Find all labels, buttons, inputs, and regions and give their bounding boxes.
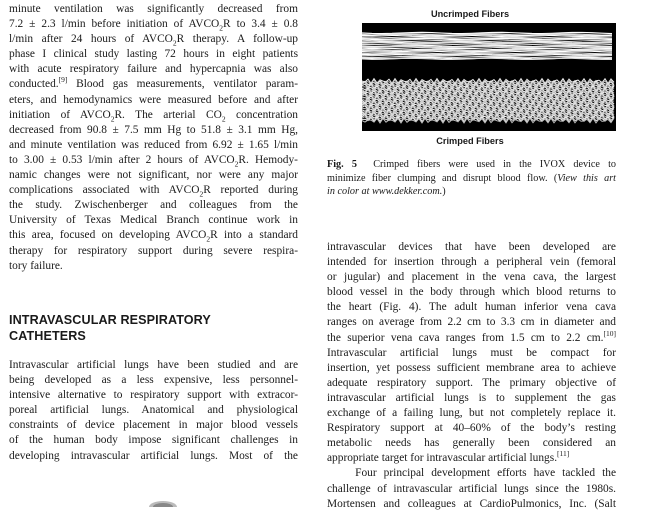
text-line: metabolic needs has generally been considered an bbox=[327, 437, 616, 450]
text-line: minute ventilation was significantly decreased from bbox=[9, 3, 298, 15]
text-line: l/min after 24 hours of $AVCO_2R$ therapy. A follow-up bbox=[9, 33, 298, 48]
text-line: intended for insertion through a peripheral vein (femoral bbox=[327, 256, 616, 269]
text-line: developing intravascular artificial lungs. Most of the bbox=[9, 449, 298, 462]
figure-caption bbox=[327, 158, 616, 199]
text-line: appropriate target for intravascular artificial lungs.[11] bbox=[327, 449, 570, 465]
text-line: Intravascular artificial lungs have been studied and are bbox=[9, 359, 298, 371]
figure-number-label: Fig. 5 bbox=[327, 159, 357, 170]
text-line: the study. Zwischenberger and colleagues from the bbox=[9, 199, 298, 212]
text-line: initiation of $AVCO_2R$. The arterial $CO_2$ concentration bbox=[9, 108, 298, 123]
fiber-photo-drawing bbox=[362, 23, 616, 131]
text-line: insertion, yet possess sufficient membrane area to achieve bbox=[327, 361, 616, 374]
text-line: intensive alternative to respiratory support with extracor- bbox=[9, 389, 298, 402]
text-line: conducted.[9] Blood gas measurements, ventilator param- bbox=[9, 75, 298, 91]
text-line: 7.2 ± 2.3 l/min before initiation of $AVCO_2R$ to 3.4 ± 0.8 bbox=[9, 18, 298, 33]
text-line: tory failure. bbox=[9, 259, 63, 272]
heading-line: INTRAVASCULAR RESPIRATORY bbox=[9, 313, 211, 327]
caption-line: Crimped fibers were used in the IVOX device to bbox=[373, 159, 616, 170]
caption-line: minimize fiber clumping and disrupt blood flow. (View this art bbox=[327, 172, 616, 184]
text-line: University of Texas Medical Branch continue work in bbox=[9, 214, 298, 227]
section-heading bbox=[9, 312, 269, 344]
text-line: the superior vena cava ranges from 1.5 cm to 2.2 cm.[10] bbox=[327, 328, 616, 344]
text-line: namic changes were not significant, nor were any major bbox=[9, 169, 298, 182]
text-line: constraints of device placement in major blood vessels bbox=[9, 419, 298, 432]
text-line: this area, focused on developing $AVCO_2R$ into a standard bbox=[9, 229, 298, 244]
text-line: ranges on average from 2.2 cm to 3.3 cm in diameter and bbox=[327, 316, 616, 329]
text-line: and minute ventilation was reduced from 6.92 ± 1.65 l/min bbox=[9, 138, 298, 151]
text-line: Respiratory support at 40–60% of the body’s resting bbox=[327, 422, 616, 435]
text-line: phase I clinical study lasting 72 hours in eight patients bbox=[9, 48, 298, 61]
text-line: intravascular artificial lungs is to supplement the gas bbox=[327, 391, 616, 404]
text-line: intravascular devices that have been developed are bbox=[327, 241, 616, 253]
text-line: blood vessel in the body through which blood returns to bbox=[327, 286, 616, 299]
caption-line: in color at www.dekker.com.) bbox=[327, 186, 446, 198]
text-line: eters, and hemodynamics were measured before and after bbox=[9, 93, 298, 106]
text-line: of the human body impose significant challenges in bbox=[9, 434, 298, 447]
caption-line-with-label bbox=[327, 158, 616, 172]
text-line: exchange of a failing lung, but not completely replace it. bbox=[327, 407, 616, 420]
text-line: adequate respiratory support. The primary objective of bbox=[327, 376, 616, 389]
text-line: the heart (Fig. 4). The adult human inferior vena cava bbox=[327, 301, 616, 314]
text-line: decreased from 90.8 ± 7.5 mm Hg to 51.8 ± 3.1 mm Hg, bbox=[9, 123, 298, 136]
text-line: poreal artificial lungs. Anatomical and physiological bbox=[9, 404, 298, 417]
text-line: therapy for respiratory support during severe respira- bbox=[9, 244, 298, 257]
left-column-paragraph-2 bbox=[9, 358, 298, 464]
figure-bottom-label: Crimped Fibers bbox=[436, 136, 504, 146]
text-line: Mortensen and colleagues at CardioPulmonics, Inc. (Salt bbox=[327, 497, 616, 510]
text-line: being developed as a less expensive, less personnel- bbox=[9, 374, 298, 387]
text-line: or jugular) and placement in the vena cava, the largest bbox=[327, 271, 616, 284]
fiber-photo bbox=[362, 23, 616, 131]
text-line: Intravascular artificial lungs must be compact for bbox=[327, 346, 616, 359]
left-column-paragraph-1 bbox=[9, 2, 298, 274]
right-column-text bbox=[327, 240, 616, 512]
text-line: complications associated with $AVCO_2R$ reported during bbox=[9, 184, 298, 199]
figure-top-label: Uncrimped Fibers bbox=[430, 9, 510, 19]
text-line: challenge of intravascular artificial lungs since the 1980s. bbox=[327, 482, 616, 495]
text-line: Four principal development efforts have tackled the bbox=[327, 467, 616, 480]
partial-figure-fragment bbox=[148, 497, 178, 507]
text-line: with acute respiratory failure and hypercapnia was also bbox=[9, 63, 298, 76]
text-line: to 3.00 ± 0.53 l/min after 2 hours of $AVCO_2R$. Hemody- bbox=[9, 153, 298, 169]
heading-line: CATHETERS bbox=[9, 329, 86, 343]
